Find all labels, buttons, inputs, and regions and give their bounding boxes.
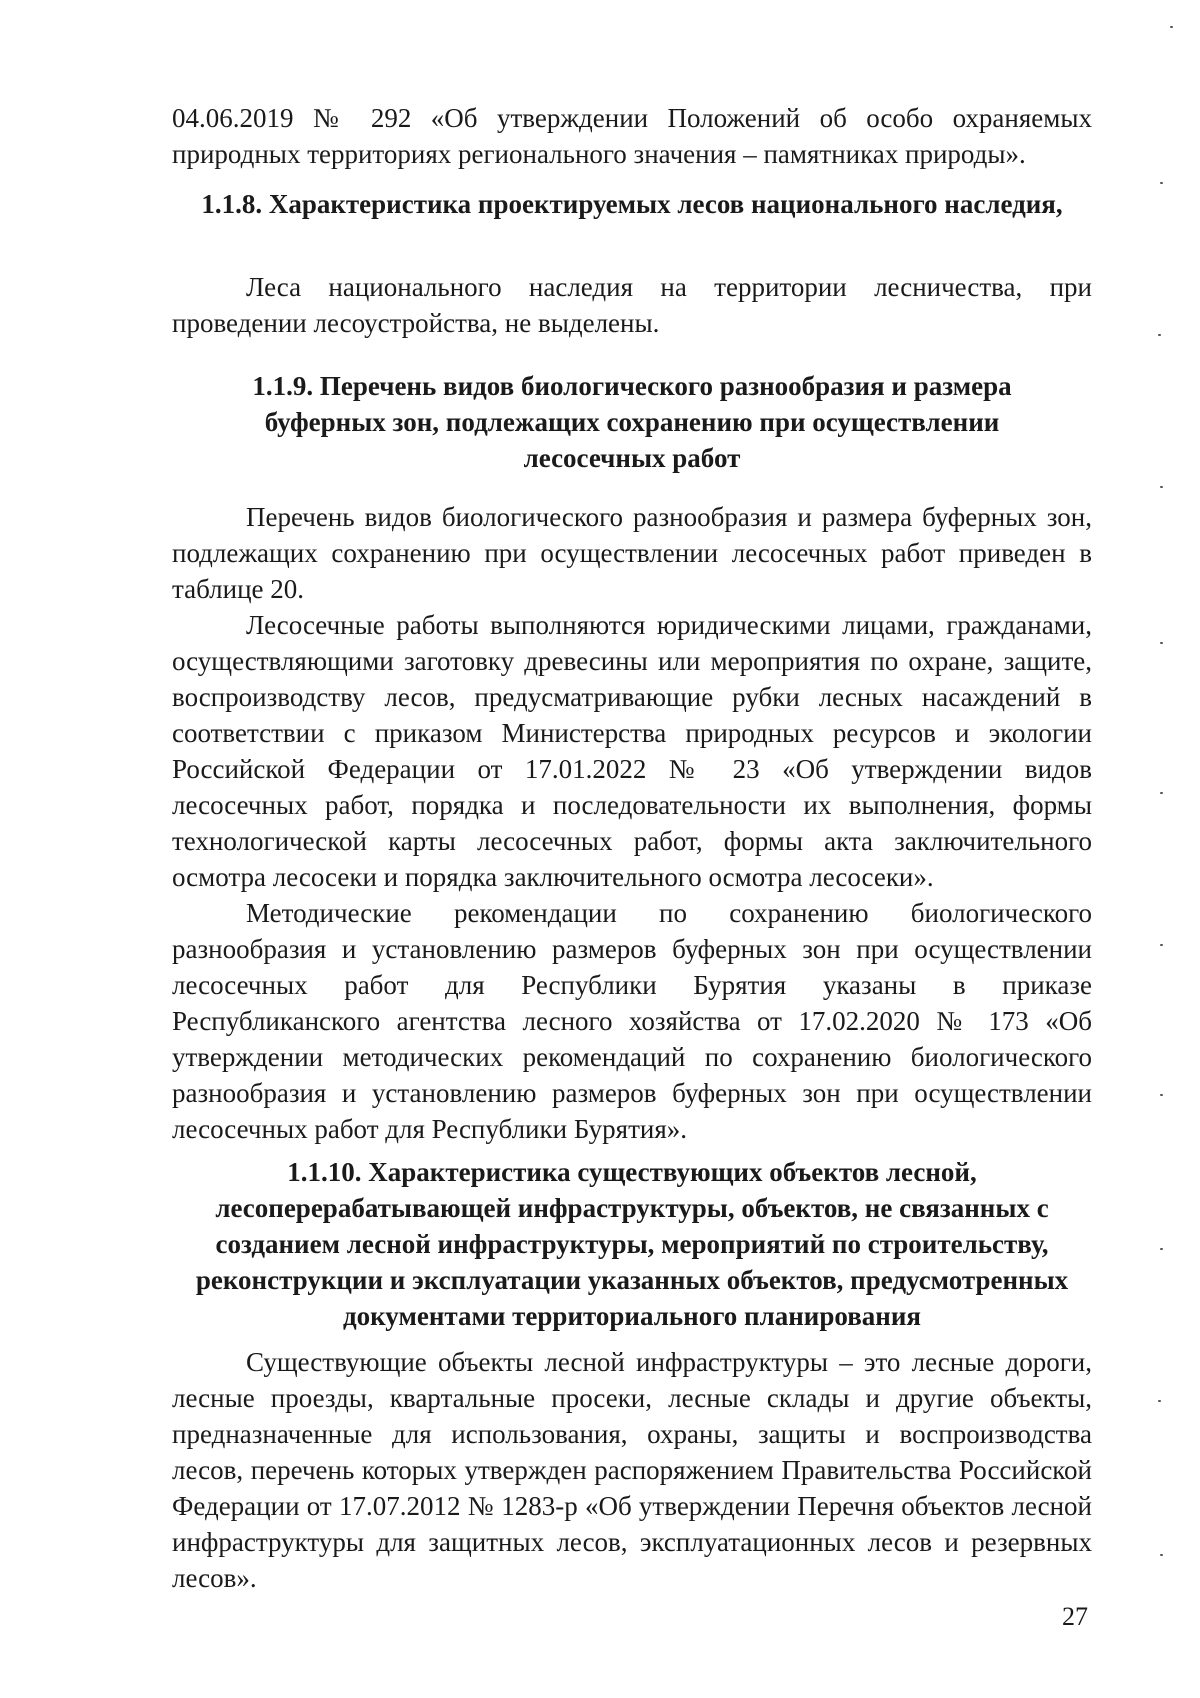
scan-speck <box>1160 1094 1163 1096</box>
section-1-1-9-paragraph-2: Лесосечные работы выполняются юридическими лицами, гражданами, осуществляющими заготовку древесины или мероприятия по охране, защите, воспроизводству лесов, предусматривающие рубки лесных насаждений в соответствии с приказом Министерства природных ресурсов и экологии Российской Федерации от 17.01.2022 № 23 «Об утверждении видов лесосечных работ, порядка и последовательности их выполнения, формы технологической карты лесосечных работ, формы акта заключительного осмотра лесосеки и порядка заключительного осмотра лесосеки». <box>172 610 1092 892</box>
section-1-1-9-paragraph-3: Методические рекомендации по сохранению биологического разнообразия и установлению размеров буферных зон при осуществлении лесосечных работ для Республики Бурятия указаны в приказе Республиканского агентства лесного хозяйства от 17.02.2020 № 173 «Об утверждении методических рекомендаций по сохранению биологического разнообразия и установлению размеров буферных зон при осуществлении лесосечных работ для Республики Бурятия». <box>172 898 1092 1144</box>
scan-speck <box>1160 642 1163 644</box>
section-1-1-9-heading: 1.1.9. Перечень видов биологического разнообразия и размера буферных зон, подлежащих сохранению при осуществлении лесосечных работ <box>252 371 1012 473</box>
scan-speck <box>1160 1248 1163 1250</box>
scan-speck <box>1160 944 1163 946</box>
scan-speck <box>1160 1554 1163 1556</box>
scan-speck <box>1160 792 1163 794</box>
section-1-1-8-paragraph: Леса национального наследия на территории лесничества, при проведении лесоустройства, не выделены. <box>172 272 1092 338</box>
scan-speck <box>1158 1400 1161 1402</box>
section-1-1-8-heading: 1.1.8. Характеристика проектируемых лесов национального наследия, <box>201 189 1063 219</box>
scan-speck <box>1160 182 1163 184</box>
page-number: 27 <box>1062 1602 1088 1631</box>
section-1-1-10-paragraph: Существующие объекты лесной инфраструктуры – это лесные дороги, лесные проезды, квартальные просеки, лесные склады и другие объекты, предназначенные для использования, охраны, защиты и воспроизводства лесов, перечень которых утвержден распоряжением Правительства Российской Федерации от 17.07.2012 № 1283-р «Об утверждении Перечня объектов лесной инфраструктуры для защитных лесов, эксплуатационных лесов и резервных лесов». <box>172 1347 1092 1593</box>
section-1-1-9-paragraph-1: Перечень видов биологического разнообразия и размера буферных зон, подлежащих сохранению при осуществлении лесосечных работ приведен в таблице 20. <box>172 502 1092 604</box>
scan-speck <box>1170 26 1173 28</box>
scan-speck <box>1158 334 1161 336</box>
section-1-1-10-heading: 1.1.10. Характеристика существующих объектов лесной, лесоперерабатывающей инфраструктуры, объектов, не связанных с созданием лесной инфраструктуры, мероприятий по строительству, реконструкции и эксплуатации указанных объектов, предусмотренных документами территориального планирования <box>195 1157 1069 1331</box>
scan-speck <box>1160 486 1163 488</box>
intro-paragraph: 04.06.2019 № 292 «Об утверждении Положений об особо охраняемых природных территориях регионального значения – памятниках природы». <box>172 103 1092 169</box>
